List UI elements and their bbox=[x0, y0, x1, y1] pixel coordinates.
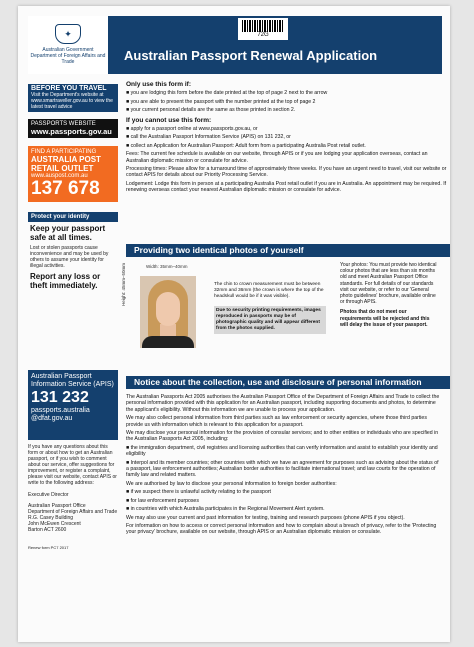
australia-post-box: FIND A PARTICIPATING AUSTRALIA POST RETAIL OUTLET www.auspost.com.au 137 678 bbox=[28, 146, 118, 202]
list-item: ■ your current personal details are the same as those printed in section 2. bbox=[126, 107, 296, 114]
sidebar bbox=[28, 84, 118, 292]
list-item: ■ if we suspect there is unlawful activity relating to the passport bbox=[126, 489, 271, 496]
list-item: ■ you are lodging this form before the date printed at the top of page 2 next to the arrow bbox=[126, 90, 328, 97]
before-travel-box: BEFORE YOU TRAVEL Visit the Department's website at www.smartraveller.gov.au to view the latest travel advice bbox=[28, 84, 118, 112]
photo-width-label: Width: 35mm–40mm bbox=[146, 264, 188, 269]
photos-requirements: Your photos: You must provide two identical colour photos that are less than six months old and meet Australian Passport Office standards. For full details of our standards visit our website, or refer to our 'General photo guidelines' brochure, available online or through APIS. Photos that do not meet our requirements will be rejected and this will delay the issue of your passport. bbox=[340, 262, 437, 328]
privacy-notice-section: The Australian Passports Act 2005 authorises the Australian Passport Office of the Department of Foreign Affairs and Trade to collect the personal information provided with this application for an Australian passport, including supporting documents and photos, to determine the applicant's eligibility. Without this information we are unable to process your application. We may also collect personal information from third parties such as law enforcement or security agencies, where those third parties provide us with information which is relevant to this application for a passport. We may disclose your personal information for the provision of consular services; and to other entities or individuals who are specified in the Australian Passports Act 2005, including: ■ the immigration department, civil registries and licensing authorities that can verify information and assist to establish your identity and eligibility ■ Interpol and its member countries; other countries with which we have an agreement for purposes such as advising about the status of a passport, law enforcement authorities; Australian border authorities to facilitate international travel; and law courts for the operation of family law and related matters. We are authorised by law to disclose your personal information to foreign border authorities: ■ if we suspect there is unlawful activity relating to the passport ■ for law enforcement purposes ■ in countries with which Australia participates in the Regional Movement Alert system. We may also use your current and past information for testing, training and research purposes (phone APIS if you object). For information on how to access or correct personal information and how to complain about a breach of privacy, refer to the 'Protecting your privacy' brochure, available on our website, through APIS or an Australian diplomatic mission or consulate. bbox=[126, 394, 442, 538]
form-title: Australian Passport Renewal Application bbox=[124, 48, 378, 63]
processing-text: Processing times: Please allow for a turnaround time of approximately three weeks. If you have an urgent need to travel, visit our website or contact APIS for details about our Priority Processing Service. bbox=[126, 166, 447, 179]
barcode-icon bbox=[242, 20, 284, 32]
photo-height-label: Height: 45mm–50mm bbox=[121, 262, 126, 306]
protect-identity-text: Keep your passport safe at all times. Lost or stolen passports cause inconvenience and may be used by others to assume your identity for illegal activities. Report any loss or theft immediately. bbox=[30, 224, 109, 290]
apis-box: Australian Passport Information Service (APIS) 131 232 passports.australia @dfat.gov.au bbox=[28, 370, 118, 440]
list-item: ■ collect an Application for Australian Passport: Adult form from a participating Australia Post retail outlet. bbox=[126, 142, 366, 149]
coat-of-arms-icon: ✦ bbox=[55, 24, 81, 44]
protect-identity-heading: Protect your identity bbox=[28, 212, 118, 222]
photo-caption: The chin to crown measurement must be between 32mm and 36mm (the crown is where the top of the headskull would be if it was visible). Due to security printing requirements, images reproduced in passports may be of photographic quality and will appear different from the photos supplied. bbox=[214, 282, 326, 334]
list-item: ■ call the Australian Passport Information Service (APIS) on 131 232, or bbox=[126, 134, 291, 141]
form-header bbox=[28, 16, 442, 74]
list-item: ■ for law enforcement purposes bbox=[126, 497, 199, 504]
passports-website-box: PASSPORTS WEBSITE www.passports.gov.au bbox=[28, 119, 118, 138]
sample-photo bbox=[140, 276, 196, 348]
fees-text: Fees: The current fee schedule is available on our website, through APIS or if you are lodging your application overseas, contact an Australian diplomatic mission or consulate for advice. bbox=[126, 151, 428, 164]
list-item: ■ Interpol and its member countries; other countries with which we have an agreement for purposes such as advising about the status of a passport, law enforcement authorities; Australian border authorities to facilitate international travel; and law courts for the operation of family law and related matters. bbox=[126, 459, 439, 479]
list-item: ■ apply for a passport online at www.passports.gov.au, or bbox=[126, 126, 258, 133]
list-item: ■ in countries with which Australia participates in the Regional Movement Alert system. bbox=[126, 506, 325, 513]
government-logo: ✦ Australian Government Department of Foreign Affairs and Trade bbox=[28, 16, 108, 74]
privacy-notice-heading: Notice about the collection, use and disclosure of personal information bbox=[126, 376, 450, 389]
list-item: ■ the immigration department, civil registries and licensing authorities that can verify information and assist to establish your identity and eligibility bbox=[126, 444, 438, 458]
contact-address: If you have any questions about this form or about how to get an Australian passport, or if you wish to comment about our service, offer suggestions for improvement, or register a complaint, please visit our website, contact APIS or write to the following address: Executive Director Australian Passport Office Department of Foreign Affairs and Trade R.G. Casey Building John McEwen Crescent Barton ACT 2600 Renew form PC7 2017 bbox=[28, 444, 118, 550]
instructions-section: Only use this form if: ■ you are lodging this form before the date printed at the top of page 2 next to the arrow ■ you are able to present the passport with the number printed at the top of page 2 ■ your current personal details are the same as those printed in section 2. If you cannot use this form: ■ apply for a passport online at www.passports.gov.au, or ■ call the Australian Passport Information Service (APIS) on 131 232, or ■ collect an Application for Australian Passport: Adult form from a participating Australia Post retail outlet. Fees: The current fee schedule is available on our website, through APIS or if you are lodging your application overseas, contact an Australian diplomatic mission or consulate for advice. Processing times: Please allow for a turnaround time of approximately three weeks. If you have an urgent need to travel, visit our website or contact APIS for details about our Priority Processing Service. Lodgement: Lodge this form in person at a participating Australia Post retail outlet if you are in Australia. An appointment may be required. If renewing overseas contact your nearest Australian diplomatic mission or consulate for advice. bbox=[126, 81, 447, 194]
form-page bbox=[18, 6, 450, 642]
list-item: ■ you are able to present the passport with the number printed at the top of page 2 bbox=[126, 98, 316, 105]
lodgement-text: Lodgement: Lodge this form in person at a participating Australia Post retail outlet if you are in Australia. An appointment may be required. If renewing overseas contact your nearest Australian diplomatic mission or consulate for advice. bbox=[126, 180, 447, 194]
barcode: 72G bbox=[238, 18, 288, 40]
photos-heading: Providing two identical photos of yourself bbox=[126, 244, 450, 257]
